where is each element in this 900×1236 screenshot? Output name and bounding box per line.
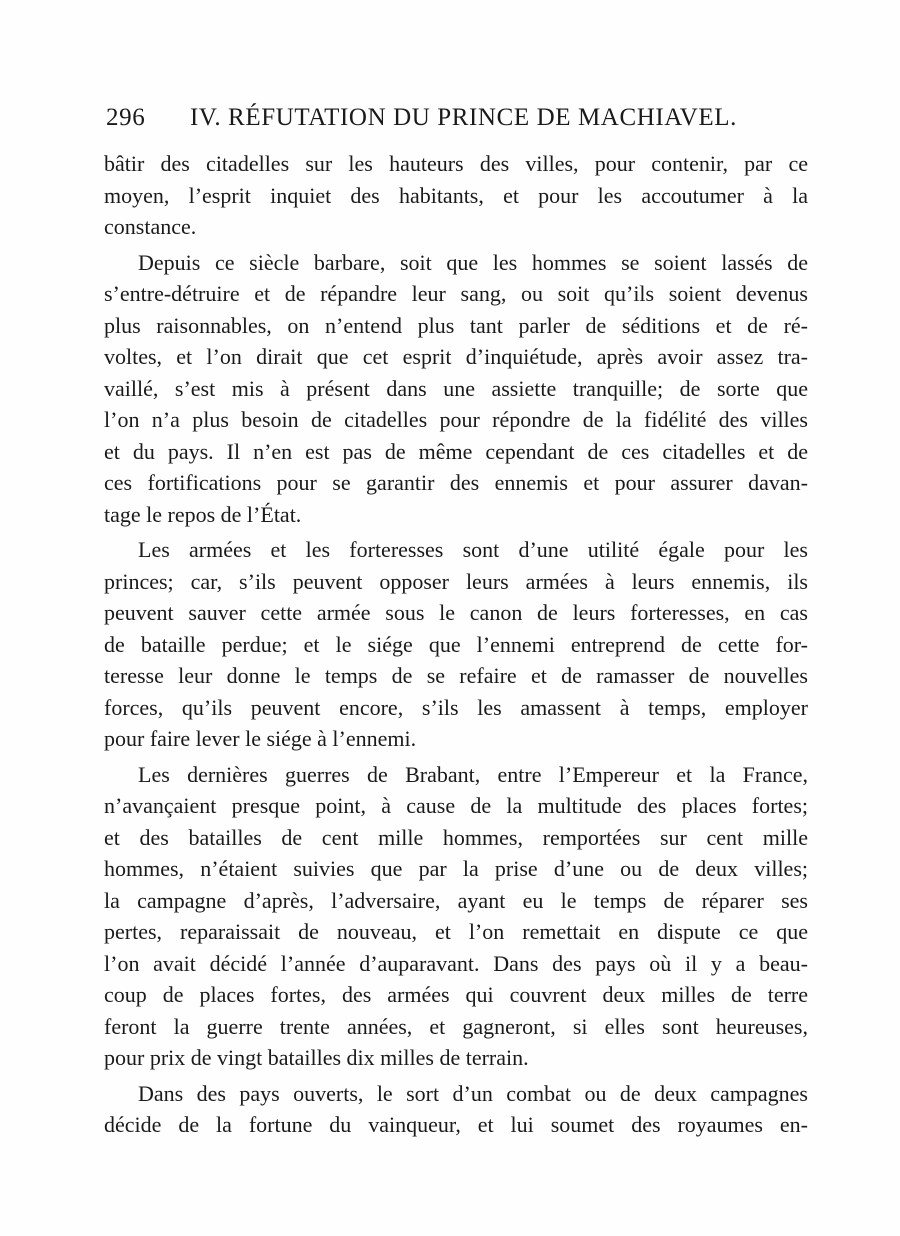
text-line: Dans des pays ouverts, le sort d’un combat ou de deux campagnes <box>138 1080 808 1106</box>
text-line: n’avançaient presque point, à cause de la multitude des places fortes; <box>104 793 808 818</box>
text-line: peuvent sauver cette armée sous le canon de leurs forteresses, en cas <box>104 600 808 625</box>
text-line: pour faire lever le siége à l’ennemi. <box>104 726 417 751</box>
text-line: teresse leur donne le temps de se refaire et de ramasser de nouvelles <box>104 663 808 688</box>
text-line: décide de la fortune du vainqueur, et lui soumet des royaumes en- <box>104 1112 808 1137</box>
text-line: constance. <box>104 214 197 239</box>
text-line: bâtir des citadelles sur les hauteurs des villes, pour contenir, par ce <box>104 151 808 176</box>
text-line: pertes, reparaissait de nouveau, et l’on remettait en dispute ce que <box>104 919 808 944</box>
text-line: de bataille perdue; et le siége que l’ennemi entreprend de cette for- <box>104 631 808 657</box>
text-line: feront la guerre trente années, et gagneront, si elles sont heureuses, <box>104 1013 808 1039</box>
text-line: Depuis ce siècle barbare, soit que les hommes se soient lassés de <box>138 249 808 275</box>
text-line: s’entre-détruire et de répandre leur sang, ou soit qu’ils soient devenus <box>104 281 808 306</box>
text-line: plus raisonnables, on n’entend plus tant parler de séditions et de ré- <box>104 312 808 338</box>
text-line: vaillé, s’est mis à présent dans une assiette tranquille; de sorte que <box>104 375 808 401</box>
running-title: IV. RÉFUTATION DU PRINCE DE MACHIAVEL. <box>190 104 737 131</box>
page-number: 296 <box>106 104 146 131</box>
paragraph <box>104 148 808 243</box>
text-line: princes; car, s’ils peuvent opposer leurs armées à leurs ennemis, ils <box>104 568 808 594</box>
paragraph <box>104 534 808 755</box>
body-text <box>104 148 808 1141</box>
text-line: et des batailles de cent mille hommes, remportées sur cent mille <box>104 824 808 850</box>
text-line: l’on avait décidé l’année d’auparavant. Dans des pays où il y a beau- <box>104 950 808 976</box>
text-line: pour prix de vingt batailles dix milles de terrain. <box>104 1045 529 1070</box>
text-line: Les armées et les forteresses sont d’une utilité égale pour les <box>138 537 808 562</box>
text-line: forces, qu’ils peuvent encore, s’ils les amassent à temps, employer <box>104 694 808 720</box>
running-head <box>106 104 806 138</box>
text-line: hommes, n’étaient suivies que par la prise d’une ou de deux villes; <box>104 856 808 881</box>
text-line: coup de places fortes, des armées qui couvrent deux milles de terre <box>104 982 808 1007</box>
paragraph <box>104 1078 808 1141</box>
text-line: moyen, l’esprit inquiet des habitants, et pour les accoutumer à la <box>104 182 808 208</box>
text-line: ces fortifications pour se garantir des ennemis et pour assurer davan- <box>104 470 808 495</box>
text-line: l’on n’a plus besoin de citadelles pour répondre de la fidélité des villes <box>104 407 808 432</box>
text-line: tage le repos de l’État. <box>104 501 302 527</box>
paragraph <box>104 759 808 1074</box>
text-line: voltes, et l’on dirait que cet esprit d’inquiétude, après avoir assez tra- <box>104 344 808 369</box>
text-line: et du pays. Il n’en est pas de même cependant de ces citadelles et de <box>104 438 808 464</box>
paragraph <box>104 247 808 531</box>
text-line: Les dernières guerres de Brabant, entre l’Empereur et la France, <box>138 761 808 787</box>
text-line: la campagne d’après, l’adversaire, ayant eu le temps de réparer ses <box>104 887 808 913</box>
